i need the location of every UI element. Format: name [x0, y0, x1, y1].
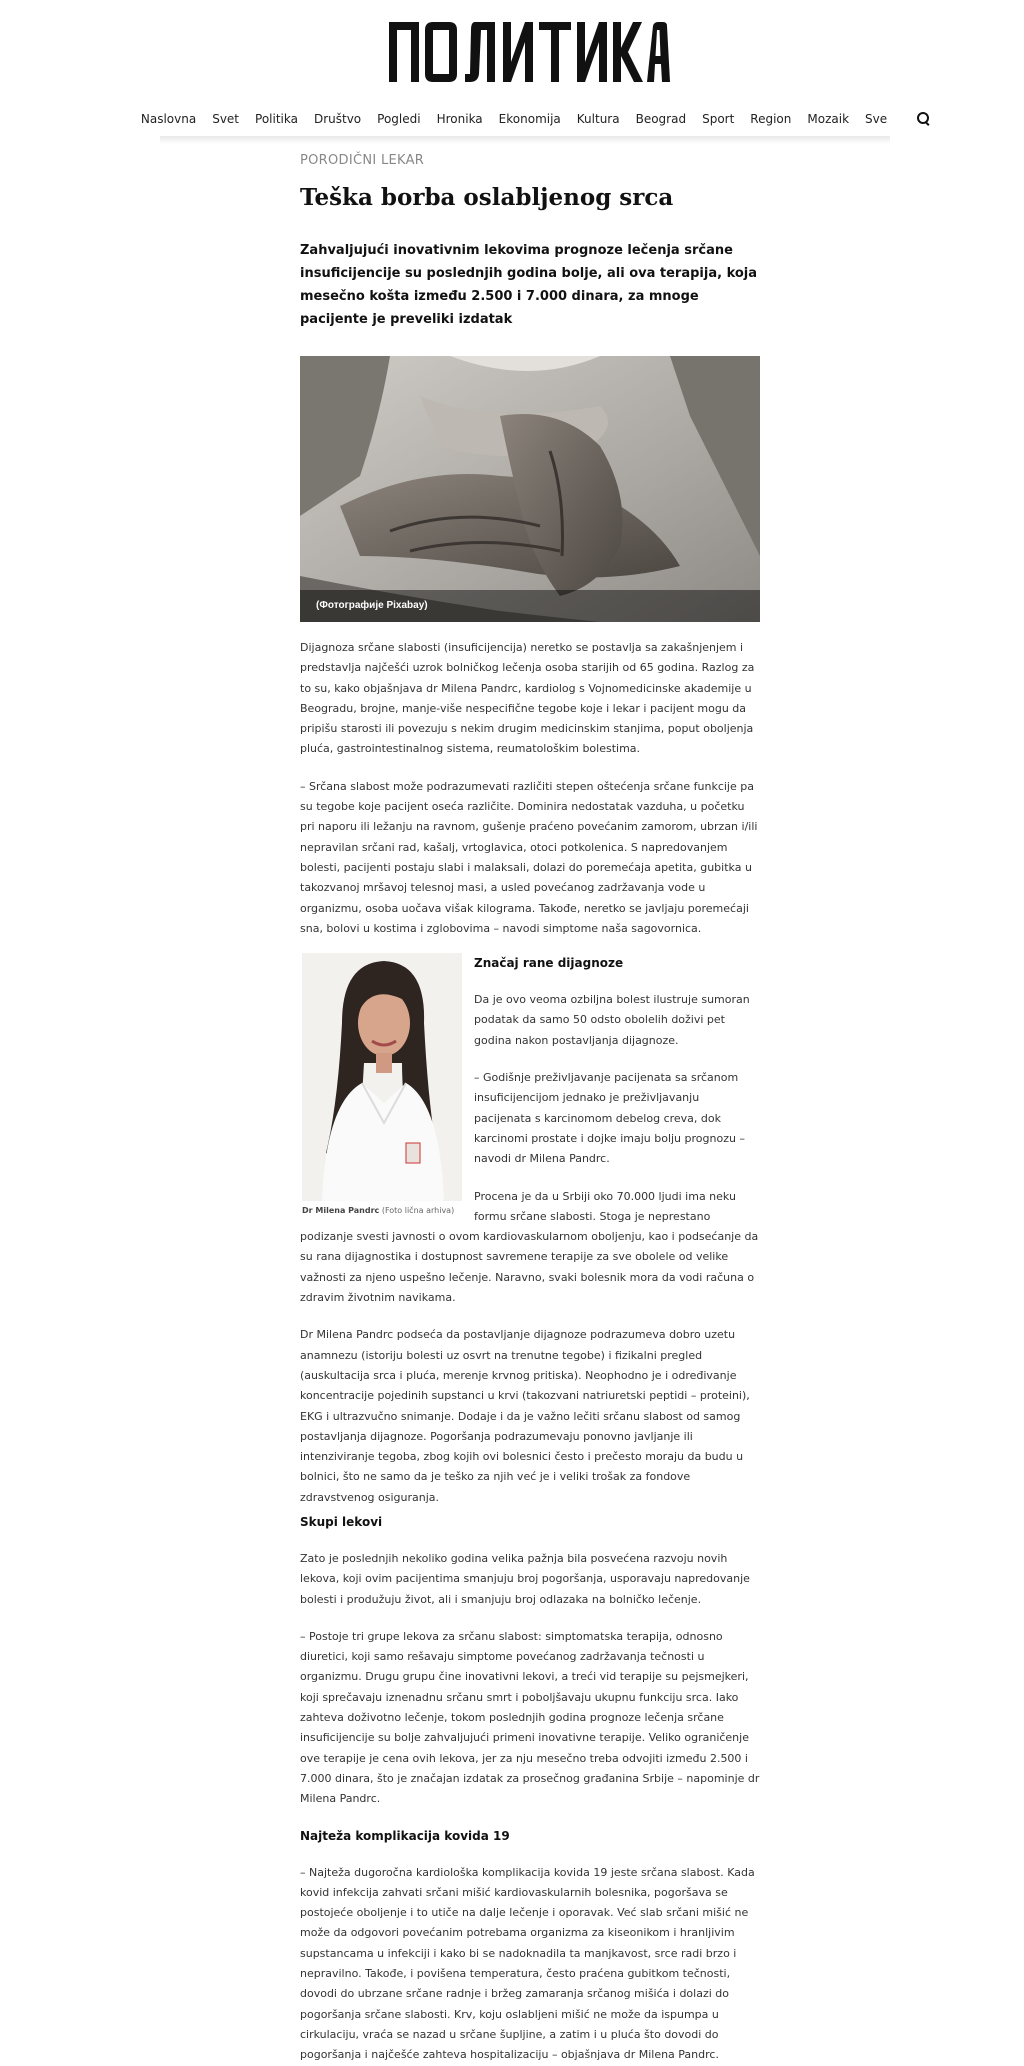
- portrait-photo: [302, 953, 462, 1201]
- paragraph: Dijagnoza srčane slabosti (insuficijencija) neretko se postavlja sa zakašnjenjem i predstavlja najčešći uzrok bolničkog lečenja osoba starijih od 65 godina. Razlog za to su, kako objašnjava dr Milena Pandrc, kardiolog s Vojnomedicinske akademije u Beogradu, brojne, manje-više nespecifične tegobe koje i lekar i pacijent mogu da pripišu starosti ili povezuju s nekim drugim medicinskim stanjima, poput oboljenja pluća, gastrointestinalnog sistema, reumatološkim bolestima.: [300, 641, 755, 756]
- nav-item-naslovna[interactable]: Naslovna: [140, 112, 197, 126]
- paragraph: Dr Milena Pandrc podseća da postavljanje dijagnoze podrazumeva dobro uzetu anamnezu (istoriju bolesti uz osvrt na trenutne tegobe) i fizikalni pregled (auskultacija srca i pluća, merenje krvnog pritiska). Neophodno je i određivanje koncentracije pojedinih supstanci u krvi (takozvani natriuretski peptidi – proteini), EKG i ultrazvučno snimanje. Dodaje i da je važno lečiti srčanu slabost od samog postavljanja dijagnoze. Pogoršanja podrazumevaju ponovno javljanje ili intenziviranje tegoba, zbog kojih ovi bolesnici često i prečesto moraju da budu u bolnici, što ne samo da je teško za njih već je i veliki trošak za fondove zdravstvenog osiguranja.: [300, 1328, 750, 1504]
- nav-divider: [160, 136, 890, 144]
- nav-item-politika[interactable]: Politika: [255, 112, 298, 126]
- hero-caption: (Фотографије Pixabay): [300, 590, 760, 622]
- portrait-credit: (Foto lična arhiva): [381, 1206, 455, 1216]
- nav-item-drustvo[interactable]: Društvo: [313, 112, 362, 126]
- nav-item-mozaik[interactable]: Mozaik: [807, 112, 850, 126]
- paragraph: Zato je poslednjih nekoliko godina velika pažnja bila posvećena razvoju novih lekova, koji ovim pacijentima smanjuju broj pogoršanja, usporavaju napredovanje bolesti i produžuju život, ali i smanjuju broj odlazaka na bolničko lečenje.: [300, 1551, 750, 1606]
- nav-item-pogledi[interactable]: Pogledi: [377, 112, 421, 126]
- nav-item-region[interactable]: Region: [750, 112, 792, 126]
- main-nav: [140, 102, 890, 136]
- portrait-illustration: [302, 953, 462, 1201]
- paragraph: – Postoje tri grupe lekova za srčanu slabost: simptomatska terapija, odnosno diuretici, koji samo rešavaju simptome povećanog zadržavanja tečnosti u organizmu. Drugu grupu čine inovativni lekovi, a treći vid terapije su pejsmejkeri, koji sprečavaju iznenadnu srčanu smrt i poboljšavaju ukupnu funkciju srca. Iako zahteva doživotno lečenje, tokom poslednjih godina prognoze lečenja srčane insuficijencije su bolje zahvaljujući primeni inovativne terapije. Veliko ograničenje ove terapije je cena ovih lekova, jer za nju mesečno treba odvojiti između 2.500 i 7.000 dinara, što je značajan izdatak za prosečnog građanina Srbije – napominje dr Milena Pandrc.: [300, 1629, 760, 1806]
- subheading-rane-dijagnoze: Značaj rane dijagnoze: [474, 956, 624, 971]
- paragraph: – Godišnje preživljavanje pacijenata sa srčanom insuficijencijom jednako je preživljavanju pacijenata s karcinomom debelog creva, dok karcinomi prostate i dojke imaju bolju prognozu – navodi dr Milena Pandrc.: [474, 1071, 745, 1166]
- portrait-section: [300, 953, 760, 1308]
- subheading-kovid: Najteža komplikacija kovida 19: [300, 1828, 510, 1843]
- nav-item-hronika[interactable]: Hronika: [436, 112, 483, 126]
- paragraph: – Najteža dugoročna kardiološka komplikacija kovida 19 jeste srčana slabost. Kada kovid infekcija zahvati srčani mišić kardiovaskularnih bolesnika, pogoršava se postojeće oboljenje i to utiče na dalje lečenje i oporavak. Već slab srčani mišić ne može da odgovori povećanim potrebama organizma za kiseonikom i hranljivim supstancama u infekciji i kako bi se nadoknadila ta manjkavost, srce radi brzo i nepravilno. Takođe, i povišena temperatura, često praćena gubitkom tečnosti, dovodi do ubrzane srčane radnje i bržeg zamaranja srčanog mišića i dolazi do pogoršanja srčane slabosti. Krv, koju oslabljeni mišić ne može da ispumpa u cirkulaciju, vraća se nazad u srčane šupljine, a zatim i u pluća što dovodi do pogoršanja i najčešće zahteva hospitalizaciju – objašnjava dr Milena Pandrc.: [300, 1865, 755, 2062]
- article-body: [300, 638, 760, 2066]
- hero-photo-illustration: [300, 356, 760, 622]
- paragraph: Procena je da u Srbiji oko 70.000 ljudi ima neku formu srčane slabosti. Stoga je neprestano podizanje svesti javnosti o ovom kardiovaskularnom oboljenju, kao i podsećanje da su rana dijagnostika i dostupnost savremene terapije za sve obolele od velike važnosti za njeno uspešno lečenje. Naravno, svaki bolesnik mora da vodi računa o zdravim životnim navikama.: [300, 1189, 759, 1305]
- article-lead: Zahvaljujući inovativnim lekovima prognoze lečenja srčane insuficijencije su poslednjih godina bolje, ali ova terapija, koja mesečno košta između 2.500 i 7.000 dinara, za mnoge pacijente je preveliki izdatak: [300, 243, 758, 327]
- nav-item-sport[interactable]: Sport: [702, 112, 735, 126]
- article-title: Teška borba oslabljenog srca: [300, 184, 674, 211]
- portrait-name: Dr Milena Pandrc: [302, 1206, 380, 1216]
- nav-item-kultura[interactable]: Kultura: [576, 112, 620, 126]
- nav-item-svet[interactable]: Svet: [212, 112, 240, 126]
- article-category[interactable]: PORODIČNI LEKAR: [300, 153, 425, 168]
- article: [300, 150, 760, 2066]
- logo-wordmark: [385, 16, 670, 88]
- site-logo[interactable]: [385, 16, 670, 88]
- hero-image: [300, 356, 760, 622]
- nav-item-ekonomija[interactable]: Ekonomija: [498, 112, 561, 126]
- nav-item-beograd[interactable]: Beograd: [635, 112, 687, 126]
- masthead: [0, 0, 1024, 100]
- paragraph: – Srčana slabost može podrazumevati različiti stepen oštećenja srčane funkcije pa su tegobe koje pacijent oseća različite. Dominira nedostatak vazduha, u početku pri naporu ili ležanju na ravnom, gušenje praćeno povećanim zamorom, ubrzan i/ili nepravilan srčani rad, kašalj, vrtoglavica, otoci potkolenica. S napredovanjem bolesti, pacijenti postaju slabi i malaksali, dolazi do poremećaja apetita, gubitka u takozvanoj mršavoj telesnoj masi, a usled povećanog zadržavanja vode u organizmu, osoba uočava višak kilograma. Takođe, neretko se javljaju poremećaji sna, bolovi u kostima i zglobovima – navodi simptome naša sagovornica.: [300, 779, 758, 935]
- nav-item-sve[interactable]: Sve: [865, 112, 888, 126]
- portrait-figure: [302, 953, 464, 1216]
- paragraph: Da je ovo veoma ozbiljna bolest ilustruje sumoran podatak da samo 50 odsto obolelih doživi pet godina nakon postavljanja dijagnoze.: [474, 993, 750, 1047]
- subheading-skupi-lekovi: Skupi lekovi: [300, 1514, 383, 1529]
- portrait-caption: [302, 1206, 464, 1216]
